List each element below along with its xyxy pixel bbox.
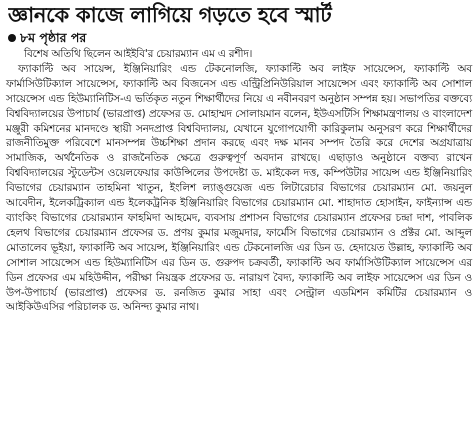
paragraph-special-guest: বিশেষ অতিথি ছিলেন আইইবি'র চেয়ারম্যান এম এ রশীদ। [24,48,253,60]
article-body [6,47,472,315]
continued-from-line [8,29,472,46]
headline: জ্ঞানকে কাজে লাগিয়ে গড়তে হবে স্মার্ট [8,3,332,27]
bullet-icon [8,34,16,42]
paragraph-main: ফ্যাকাল্টি অব সায়েন্স, ইঞ্জিনিয়ারিং এন্ড টেকনোলজি, ফ্যাকাল্টি অব লাইফ সায়েন্সেস, ফ্যাকাল্টি অব ফার্মাসিউটিক্যাল সায়েন্সেস, ফ্যাকাল্টি অব বিজনেস এন্ড এন্ট্রিপ্রিনিউরিয়াল সায়েন্সেস এবং ফ্যাকাল্টি অব সোশাল সায়েন্সেস এন্ড হিউম্যানিটিস-এ ভর্তিকৃত নতুন শিক্ষার্থীদের নিয়ে এ নবীনবরণ অনুষ্ঠান সম্পন্ন হয়। সভাপতির বক্তব্যে বিশ্ববিদ্যালয়ের উপাচার্য (ভারপ্রাপ্ত) প্রফেসর ড. মোহাম্মদ সোলায়মান বলেন, ইউএসটিসি শিক্ষামন্ত্রণালয় ও বাংলাদেশ মঞ্জুরী কমিশনের মানদণ্ডে স্থায়ী সনদপ্রাপ্ত বিশ্ববিদ্যালয়, যেখানে যুগোপযোগী কারিকুলাম অনুসরণ করে শিক্ষার্থীদের রাজনীতিমুক্ত পরিবেশে মানসম্পন্ন উচ্চশিক্ষা প্রদান করছে এবং দক্ষ মানব সম্পদ তৈরি করে দেশের অগ্রযাত্রায় সামাজিক, অর্থনৈতিক ও রাজনৈতিক ক্ষেত্রে গুরুত্বপূর্ণ অবদান রাখছে। এছাড়াও অনুষ্ঠানে বক্তব্য রাখেন বিশ্ববিদ্যালয়ের স্টুডেন্টস ওয়েলফেয়ার কাউন্সিলের উপদেষ্টা ড. মাইকেল দত্ত, কম্পিউটার সায়েন্স এন্ড ইঞ্জিনিয়ারিং বিভাগের চেয়ারম্যান তাহমিনা খাতুন, ইংলিশ ল্যাঙ্গুয়েজ এন্ড লিটারেচার বিভাগের চেয়ারম্যান মো. জয়নুল আবেদীন, ইলেকট্রিক্যাল এন্ড ইলেকট্রনিক ইঞ্জিনিয়ারিং বিভাগের চেয়ারম্যান মো. শাহাদাত হোসাইন, ফাইন্যান্স এন্ড ব্যাংকিং বিভাগের চেয়ারম্যান ফাহমিদা আহমেদ, ব্যবসায় প্রশাসন বিভাগের চেয়ারম্যান প্রফেসর চন্দ্রা দাশ, পাবলিক হেলথ বিভাগের চেয়ারম্যান প্রফেসর ড. প্রণয় কুমার মজুমদার, ফার্মেসি বিভাগের চেয়ারম্যান ও প্রক্টর মো. আব্দুল মোতালেব ভূইয়া, ফ্যাকাল্টি অব সায়েন্স, ইঞ্জিনিয়ারিং এন্ড টেকনোলজি এর ডিন ড. হেদায়েত উল্লাহ, ফ্যাকাল্টি অব সোশাল সায়েন্সেস এন্ড হিউম্যানিটিস এর ডিন ড. গুরুপদ চক্রবর্তী, ফ্যাকাল্টি অব ফার্মাসিউটিক্যাল সায়েন্সেস এর ডিন প্রফেসর এম মহিউদ্দীন, পরীক্ষা নিয়ন্ত্রক প্রফেসর ড. নারায়ণ বৈদ্য, ফ্যাকাল্টি অব লাইফ সায়েন্সেস এর ডিন ও উপ-উপাচার্য (ভারপ্রাপ্ত) প্রফেসর ড. রনজিত কুমার সাহা এবং সেন্ট্রাল এডমিশন কমিটির চেয়ারম্যান ও আইকিউএসির পরিচালক ড. অনিন্দ্য কুমার নাথ। [6,62,472,314]
continued-from-text: ৮ম পৃষ্ঠার পর [20,30,87,45]
